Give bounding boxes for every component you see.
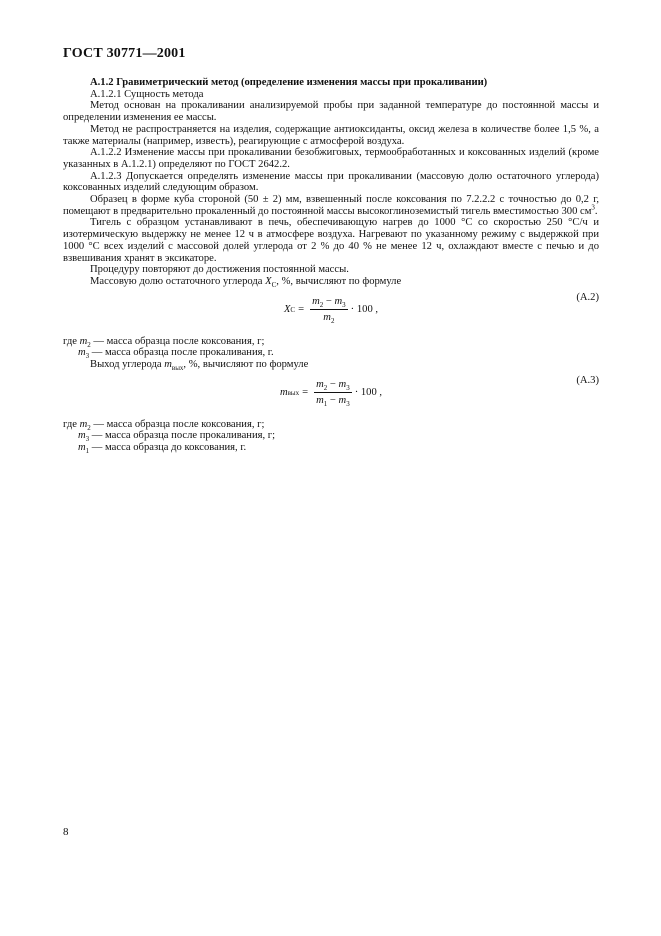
formula-a3-num-a: m bbox=[316, 379, 324, 391]
section-heading-number: А.1.2 bbox=[90, 77, 114, 88]
sample-text: Образец в форме куба стороной (50 ± 2) мм, взвешенный после коксования по 7.2.2.2 с точностью до 0,2 г, помещают в предварительно прокаленный до постоянной массы высокоглиноземистый тигель вместимостью 300 см bbox=[63, 194, 599, 217]
formula-a3-den-b: m bbox=[338, 394, 347, 406]
carbon-fraction-var: X bbox=[265, 275, 272, 287]
paragraph-sample bbox=[63, 194, 599, 217]
carbon-fraction-sub: C bbox=[271, 281, 277, 290]
formula-a3-lhs: m bbox=[279, 386, 288, 398]
formula-a2-lhs: X bbox=[283, 303, 291, 315]
formula-a3: m вых = $\frac{m_2 - m_3}{m_1 - m_3}$ · 100 , (А.3) bbox=[279, 374, 599, 408]
where-a3-sub-3: 1 bbox=[85, 447, 90, 456]
document-header: ГОСТ 30771—2001 bbox=[63, 46, 186, 61]
where-a3-sub-2: 3 bbox=[85, 435, 90, 444]
where-a3-text-3: — масса образца до коксования, г. bbox=[89, 442, 247, 454]
document-body bbox=[63, 77, 599, 454]
carbon-fraction-text: Массовую долю остаточного углерода bbox=[90, 275, 266, 287]
formula-a2-den-sub: 2 bbox=[330, 316, 335, 325]
where-a2-text-2: — масса образца после прокаливания, г. bbox=[89, 347, 274, 359]
formula-a3-number: (А.3) bbox=[576, 374, 599, 386]
page-number: 8 bbox=[63, 826, 69, 838]
section-heading bbox=[63, 77, 599, 89]
paragraph-carbon-yield bbox=[63, 359, 599, 371]
paragraph-method-basis: Метод основан на прокаливании анализируемой пробы при заданной температуре до постоянной массы и определении изменения ее массы. bbox=[63, 100, 599, 124]
formula-a2-num-a-sub: 2 bbox=[319, 301, 324, 310]
where-a2-line-2 bbox=[63, 347, 599, 359]
where-a3-var-3: m bbox=[78, 442, 86, 454]
paragraph-a121: А.1.2.1 Сущность метода bbox=[90, 88, 204, 100]
formula-a2-num-a: m bbox=[312, 295, 320, 307]
formula-a3-den-a-sub: 1 bbox=[323, 399, 328, 408]
formula-a3-den-op: − bbox=[327, 394, 339, 406]
formula-a3-num-b: m bbox=[338, 379, 347, 391]
where-a2-sub-1: 2 bbox=[87, 340, 91, 349]
formula-a2-tail: · 100 , bbox=[350, 303, 379, 315]
paragraph-carbon-fraction bbox=[63, 276, 599, 288]
formula-a3-fraction bbox=[314, 379, 352, 406]
formula-a3-num-b-sub: 3 bbox=[346, 384, 350, 393]
where-a3-text-2: — масса образца после прокаливания, г; bbox=[89, 430, 276, 442]
where-a3-var-1: m bbox=[79, 418, 88, 430]
carbon-yield-var: m bbox=[164, 359, 172, 371]
where-a3-var-2: m bbox=[78, 430, 86, 442]
formula-a2-number: (А.2) bbox=[576, 291, 599, 303]
paragraph-repeat: Процедуру повторяют до достижения постоянной массы. bbox=[90, 264, 349, 276]
where-a3-line-3 bbox=[63, 442, 599, 454]
carbon-yield-sub: вых bbox=[171, 364, 184, 373]
formula-a2-den: m bbox=[323, 311, 331, 323]
formula-a2-num-b-sub: 3 bbox=[342, 301, 346, 310]
paragraph-method-limits: Метод не распространяется на изделия, содержащие антиоксиданты, оксид железа в количестве более 1,5 %, а также материалы (например, известь), реагирующие с атмосферой воздуха. bbox=[63, 123, 599, 147]
formula-a3-den-a: m bbox=[316, 394, 324, 406]
where-a2-sub-2: 3 bbox=[85, 352, 90, 361]
formula-a2: X C = $\frac{m_2 - m_3}{m_2}$ · 100 , (А.2) bbox=[283, 291, 599, 325]
formula-a2-num-op: − bbox=[323, 295, 335, 307]
carbon-yield-tail: , %, вычисляют по формуле bbox=[183, 359, 309, 371]
formula-a3-tail: · 100 , bbox=[354, 386, 383, 398]
formula-a2-fraction bbox=[310, 296, 348, 323]
formula-a3-num-op: − bbox=[327, 379, 339, 391]
where-a3-text-1: — масса образца после коксования, г; bbox=[90, 418, 265, 430]
where-a3-sub-1: 2 bbox=[87, 423, 91, 432]
formula-a3-den-b-sub: 3 bbox=[346, 399, 350, 408]
sample-text-sup: 3 bbox=[591, 203, 595, 212]
section-heading-title: Гравиметрический метод (определение изменения массы при прокаливании) bbox=[116, 77, 488, 88]
where-a3-prefix: где bbox=[63, 418, 80, 430]
paragraph-a123: А.1.2.3 Допускается определять изменение массы при прокаливании (массовую долю остаточного углерода) коксованных изделий следующим образом. bbox=[63, 170, 599, 194]
sample-text-end: . bbox=[594, 205, 598, 217]
paragraph-a122: А.1.2.2 Изменение массы при прокаливании безобжиговых, термообработанных и коксованных изделий (кроме указанных в А.1.2.1) определяют по ГОСТ 2642.2. bbox=[63, 147, 599, 170]
formula-a3-num-a-sub: 2 bbox=[323, 384, 328, 393]
where-a2-var-1: m bbox=[79, 335, 88, 347]
where-a2-text-1: — масса образца после коксования, г; bbox=[90, 335, 265, 347]
where-a2-prefix: где bbox=[63, 335, 80, 347]
where-a3-line-1 bbox=[63, 419, 599, 431]
formula-a2-num-b: m bbox=[334, 295, 343, 307]
carbon-fraction-tail: , %, вычисляют по формуле bbox=[276, 275, 402, 287]
where-a3-line-2 bbox=[63, 430, 599, 442]
carbon-yield-text: Выход углерода bbox=[90, 359, 165, 371]
where-a2-var-2: m bbox=[78, 347, 86, 359]
paragraph-crucible: Тигель с образцом устанавливают в печь, обеспечивающую нагрев до 1000 °С со скоростью 250 °С/ч и изотермическую выдержку не менее 12 ч в атмосфере воздуха. Нагревают по указанному режиму с выдержкой при 1000 °С всех изделий с массовой долей углерода от 2 % до 40 % не менее 12 ч, охлаждают вместе с печью и до взвешивания хранят в эксикаторе. bbox=[63, 217, 599, 264]
where-a2-line-1 bbox=[63, 336, 599, 348]
